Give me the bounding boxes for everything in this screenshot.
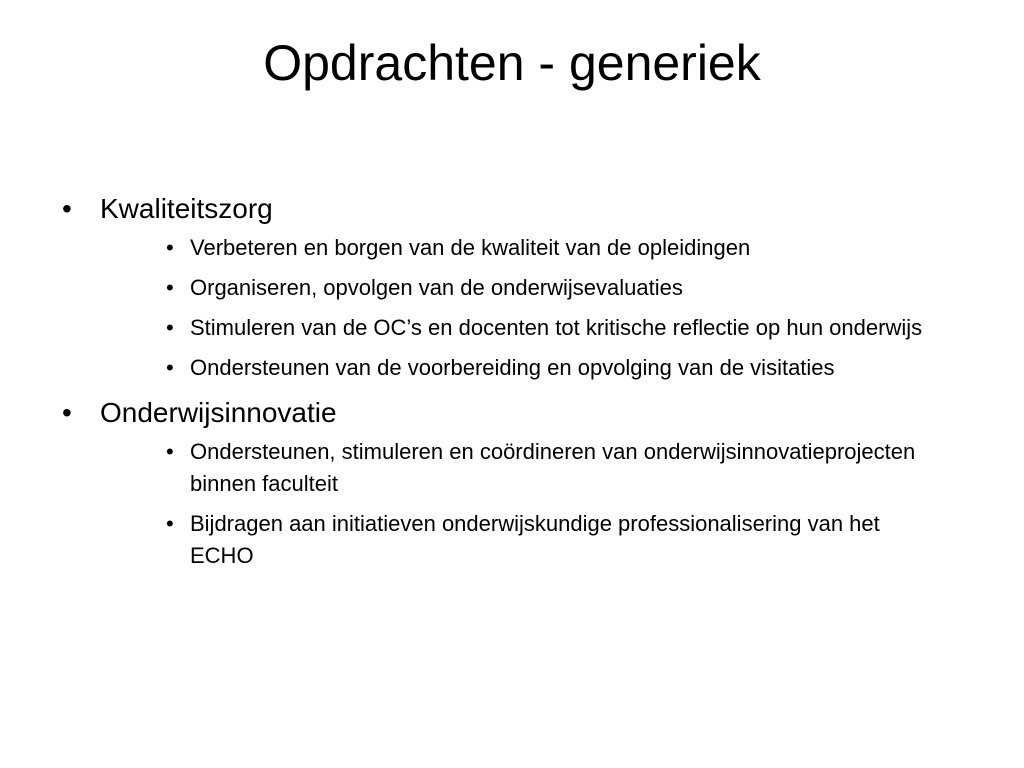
sub-bullet-list — [60, 436, 980, 572]
bullet-text: Stimuleren van de OC’s en docenten tot kritische reflectie op hun onderwijs — [190, 315, 923, 340]
bullet-level2 — [60, 232, 930, 264]
bullet-dot-icon: • — [166, 439, 174, 464]
bullet-dot-icon: • — [166, 355, 174, 380]
bullet-dot-icon: • — [166, 511, 174, 536]
bullet-level1 — [60, 394, 980, 432]
bullet-dot-icon: • — [166, 275, 174, 300]
bullet-text: Ondersteunen van de voorbereiding en opvolging van de visitaties — [190, 355, 835, 380]
section-onderwijsinnovatie — [60, 394, 980, 572]
bullet-level2 — [60, 312, 930, 344]
bullet-text: Ondersteunen, stimuleren en coördineren van onderwijsinnovatieprojecten binnen faculteit — [190, 439, 916, 496]
section-heading: Kwaliteitszorg — [100, 193, 273, 224]
slide-content — [60, 190, 980, 580]
section-heading: Onderwijsinnovatie — [100, 397, 337, 428]
bullet-level2 — [60, 352, 930, 384]
slide-title: Opdrachten - generiek — [263, 35, 761, 91]
bullet-text: Bijdragen aan initiatieven onderwijskundige professionalisering van het ECHO — [190, 511, 880, 568]
bullet-dot-icon: • — [62, 397, 72, 428]
section-kwaliteitszorg — [60, 190, 980, 384]
bullet-level2 — [60, 436, 930, 500]
bullet-text: Verbeteren en borgen van de kwaliteit van de opleidingen — [190, 235, 751, 260]
bullet-dot-icon: • — [166, 315, 174, 340]
bullet-text: Organiseren, opvolgen van de onderwijsevaluaties — [190, 275, 683, 300]
bullet-level2 — [60, 272, 930, 304]
bullet-dot-icon: • — [62, 193, 72, 224]
bullet-level1 — [60, 190, 980, 228]
bullet-level2 — [60, 508, 930, 572]
sub-bullet-list — [60, 232, 980, 384]
bullet-dot-icon: • — [166, 235, 174, 260]
